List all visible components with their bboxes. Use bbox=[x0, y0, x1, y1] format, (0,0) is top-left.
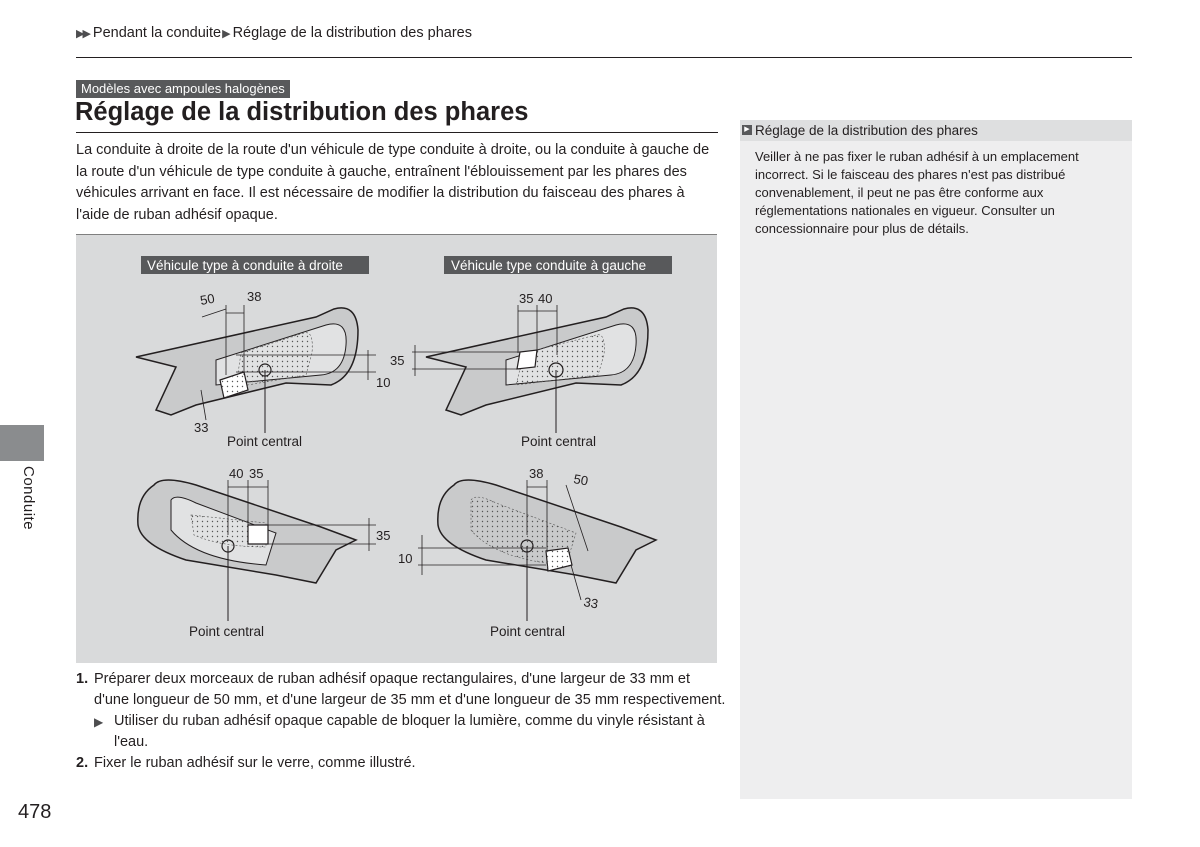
step-item bbox=[76, 669, 726, 711]
breadcrumb bbox=[76, 25, 472, 41]
dim-label: 50 bbox=[198, 290, 216, 308]
dim-label: 33 bbox=[582, 594, 600, 612]
headlight-illustration bbox=[76, 235, 717, 663]
dim-label: 33 bbox=[194, 420, 209, 435]
step-text: Fixer le ruban adhésif sur le verre, comme illustré. bbox=[94, 755, 416, 771]
dim-label: 10 bbox=[376, 375, 391, 390]
model-badge: Modèles avec ampoules halogènes bbox=[76, 80, 290, 98]
dim-label: 40 bbox=[538, 291, 553, 306]
sidebar-header bbox=[740, 120, 1132, 141]
dim-label: 50 bbox=[572, 471, 590, 489]
dim-label: 35 bbox=[519, 291, 534, 306]
instruction-steps bbox=[76, 669, 726, 774]
sidebar-title: Réglage de la distribution des phares bbox=[755, 123, 978, 138]
center-point-label: Point central bbox=[521, 434, 597, 449]
center-point-label: Point central bbox=[490, 624, 566, 639]
step-note bbox=[76, 711, 726, 753]
header-divider bbox=[76, 57, 1132, 58]
headlight-diagram-lhd-top bbox=[390, 291, 648, 449]
page-title: Réglage de la distribution des phares bbox=[75, 98, 529, 126]
center-point-label: Point central bbox=[189, 624, 265, 639]
intro-paragraph: La conduite à droite de la route d'un véhicule de type conduite à droite, ou la conduite à gauche de la route d'un véhicule de type conduite à gauche, entraînent l'éblouissement par les phares des véhicules arrivant en face. Il est nécessaire de modifier la distribution du faisceau des phares à l'aide de ruban adhésif opaque. bbox=[76, 142, 710, 223]
arrow-icon: ▶ bbox=[222, 28, 231, 40]
panel-left-title: Véhicule type à conduite à droite bbox=[147, 258, 343, 273]
section-tab-marker bbox=[0, 425, 44, 461]
step-item bbox=[76, 753, 726, 774]
panel-right-title: Véhicule type conduite à gauche bbox=[451, 258, 647, 273]
dim-label: 38 bbox=[247, 289, 262, 304]
right-triangle-icon: ▶ bbox=[94, 715, 104, 729]
double-arrow-icon: ▶▶ bbox=[76, 28, 89, 40]
sidebar-note bbox=[740, 120, 1132, 799]
headlight-diagram-rhd-bottom bbox=[138, 466, 391, 639]
sidebar-marker-icon: ▶ bbox=[742, 125, 752, 135]
center-point-label: Point central bbox=[227, 434, 303, 449]
dim-label: 35 bbox=[249, 466, 264, 481]
dim-label: 38 bbox=[529, 466, 544, 481]
dim-label: 10 bbox=[398, 551, 413, 566]
headlight-diagram-lhd-bottom bbox=[398, 466, 656, 639]
breadcrumb-page: Réglage de la distribution des phares bbox=[232, 25, 472, 41]
headlight-diagram-rhd-top bbox=[136, 289, 390, 449]
dim-label: 35 bbox=[390, 353, 405, 368]
title-divider bbox=[76, 132, 718, 133]
dim-label: 40 bbox=[229, 466, 244, 481]
sidebar-body: Veiller à ne pas fixer le ruban adhésif à un emplacement incorrect. Si le faisceau des phares n'est pas distribué convenablement, il peut ne pas être conforme aux réglementations nationales en vigueur. Consulter un concessionnaire pour plus de détails. bbox=[755, 149, 1079, 236]
step-text: Préparer deux morceaux de ruban adhésif opaque rectangulaires, d'une largeur de 33 mm et d'une longueur de 50 mm, et d'une largeur de 35 mm et d'une longueur de 35 mm respectivement. bbox=[94, 671, 726, 708]
section-tab-label: Conduite bbox=[20, 466, 37, 531]
step-number: 1. bbox=[76, 671, 89, 687]
page-number: 478 bbox=[18, 801, 52, 823]
breadcrumb-section[interactable]: Pendant la conduite bbox=[92, 25, 222, 41]
step-note-text: Utiliser du ruban adhésif opaque capable de bloquer la lumière, comme du vinyle résistant à l'eau. bbox=[114, 713, 705, 750]
headlight-figure bbox=[76, 234, 717, 663]
dim-label: 35 bbox=[376, 528, 391, 543]
step-number: 2. bbox=[76, 755, 89, 771]
